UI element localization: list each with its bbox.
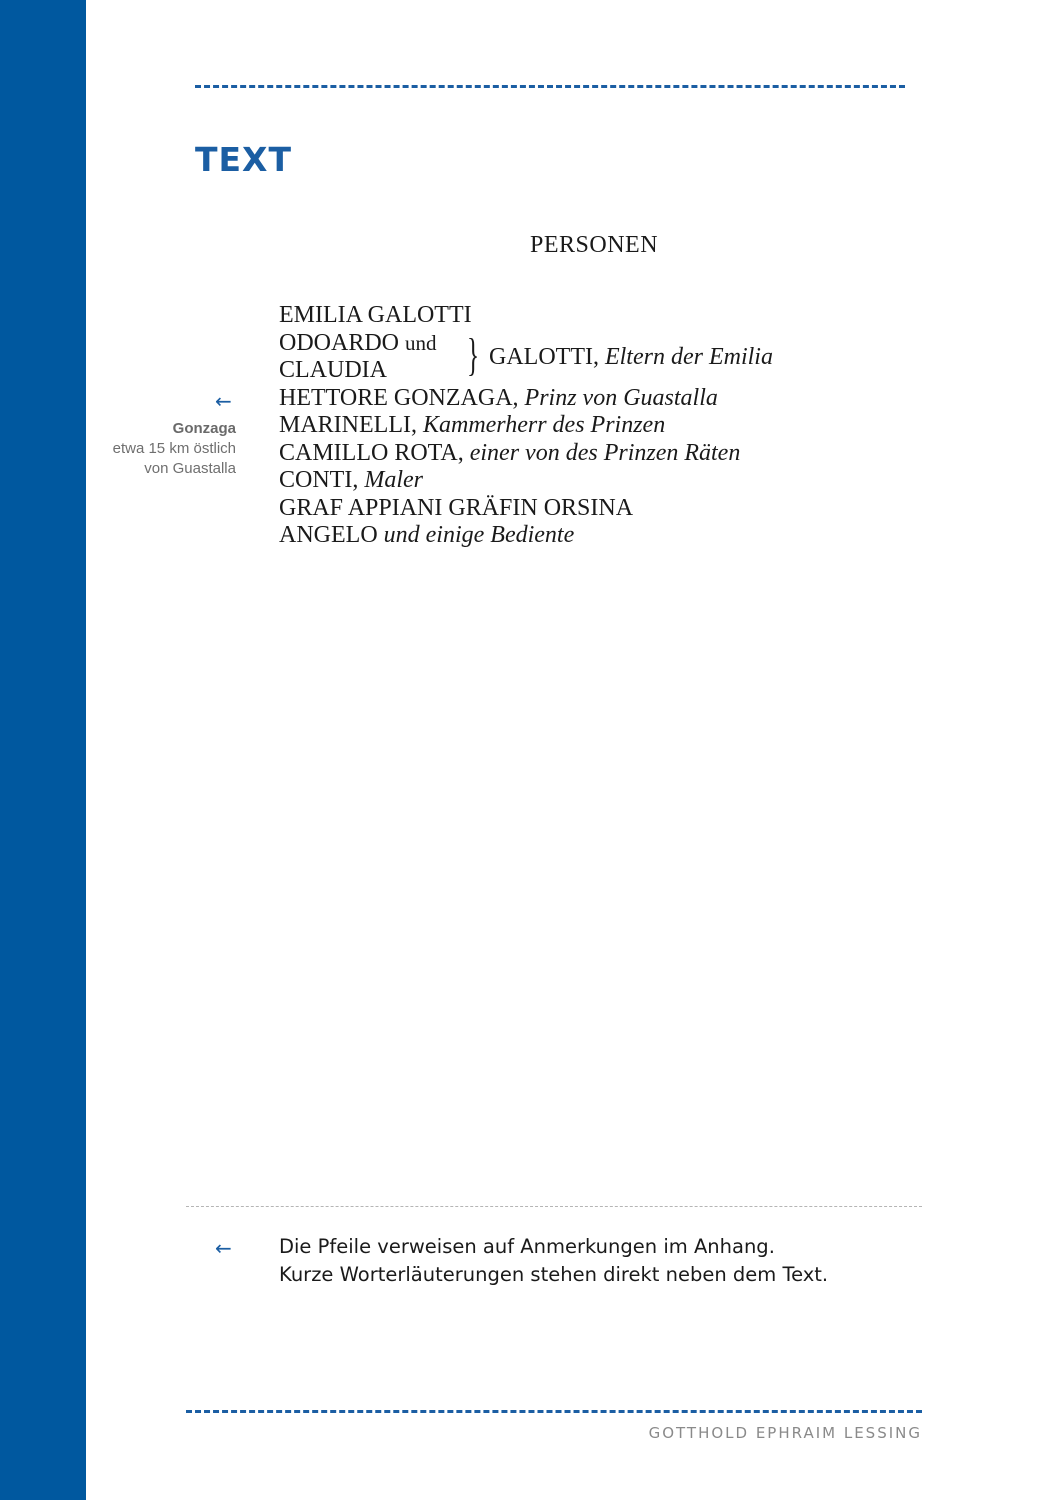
cast-name: CLAUDIA xyxy=(279,356,387,383)
cast-conjunction: und xyxy=(405,330,437,355)
cast-role: und einige Bediente xyxy=(383,522,575,548)
cast-list xyxy=(279,302,773,550)
margin-arrow-icon: ← xyxy=(215,389,232,413)
author-name: GOTTHOLD EPHRAIM LESSING xyxy=(648,1424,922,1442)
cast-role: Kammerherr des Prinzen xyxy=(422,412,666,438)
cast-role: Maler xyxy=(364,467,423,493)
section-title: TEXT xyxy=(195,140,293,179)
cast-name: CONTI, xyxy=(279,467,359,493)
cast-name: ANGELO xyxy=(279,522,378,548)
cast-role: Eltern der Emilia xyxy=(604,343,773,370)
cast-hettore xyxy=(279,385,740,413)
cast-emilia xyxy=(279,302,740,330)
cast-angelo xyxy=(279,522,740,550)
cast-name: EMILIA GALOTTI xyxy=(279,302,472,328)
margin-note-term: Gonzaga xyxy=(172,420,236,437)
cast-name: GALOTTI, xyxy=(489,343,599,370)
margin-note-line: etwa 15 km östlich xyxy=(112,440,236,457)
margin-note-gonzaga xyxy=(76,419,236,479)
cast-odoardo xyxy=(279,330,437,358)
footnote-text xyxy=(279,1233,828,1289)
footnote-line: Kurze Worterläuterungen stehen direkt neben dem Text. xyxy=(279,1263,829,1286)
footnote-line: Die Pfeile verweisen auf Anmerkungen im Anhang. xyxy=(279,1235,775,1258)
cast-camillo xyxy=(279,440,740,468)
cast-claudia xyxy=(279,357,387,385)
cast-name: GRAF APPIANI GRÄFIN ORSINA xyxy=(279,494,634,521)
sidebar-band xyxy=(0,0,86,1500)
cast-role: Prinz von Guastalla xyxy=(524,384,718,411)
cast-marinelli xyxy=(279,412,740,440)
cast-conti xyxy=(279,467,740,495)
bottom-dashed-rule xyxy=(186,1410,922,1413)
cast-galotti-role xyxy=(489,344,773,372)
cast-role: einer von des Prinzen Räten xyxy=(469,439,741,466)
footnote-separator xyxy=(186,1206,922,1207)
cast-galotti-parents xyxy=(279,328,773,385)
cast-name: MARINELLI, xyxy=(279,412,417,438)
cast-graf-grafin xyxy=(279,495,740,523)
top-dashed-rule xyxy=(195,85,905,88)
cast-name: ODOARDO xyxy=(279,329,399,356)
cast-name: CAMILLO ROTA, xyxy=(279,439,464,466)
cast-name: HETTORE GONZAGA, xyxy=(279,384,519,411)
margin-note-line: von Guastalla xyxy=(144,460,236,477)
brace-glyph: } xyxy=(467,328,480,380)
footnote-arrow-icon: ← xyxy=(215,1236,232,1260)
cast-heading: PERSONEN xyxy=(530,232,659,258)
